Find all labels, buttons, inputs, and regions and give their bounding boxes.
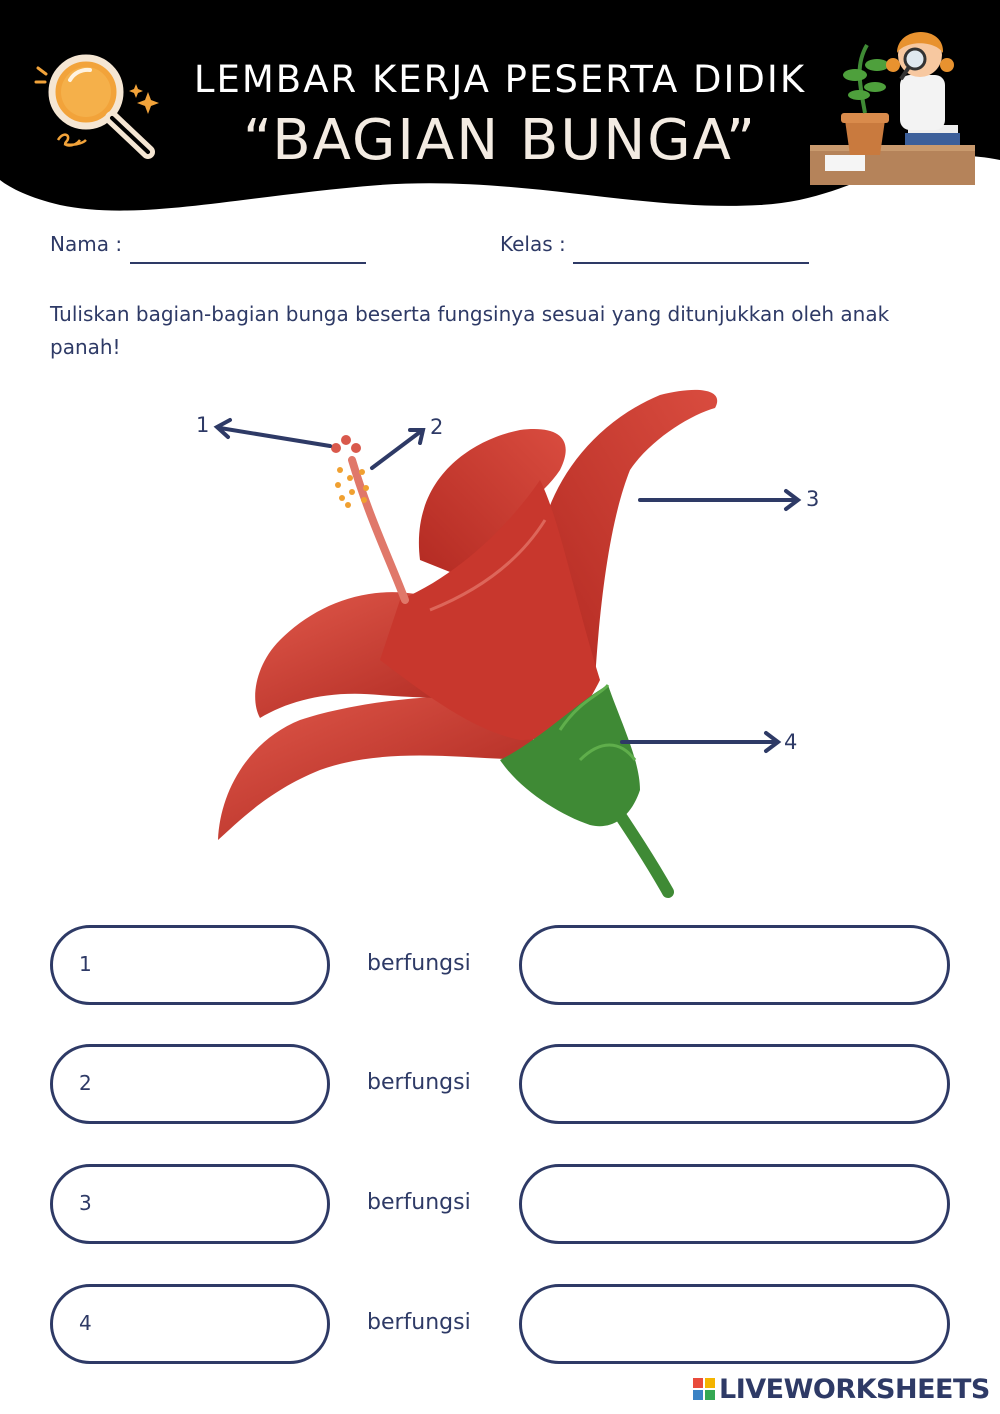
function-label: berfungsi bbox=[367, 951, 471, 976]
function-answer-field-4[interactable] bbox=[519, 1284, 950, 1364]
class-field[interactable] bbox=[573, 262, 809, 264]
instruction-text: Tuliskan bagian-bagian bunga beserta fungsinya sesuai yang ditunjukkan oleh anak panah! bbox=[50, 302, 890, 359]
function-answer-field-3[interactable] bbox=[519, 1164, 950, 1244]
row-number: 3 bbox=[79, 1191, 92, 1215]
hibiscus-flower-diagram bbox=[190, 380, 840, 900]
function-label: berfungsi bbox=[367, 1070, 471, 1095]
header-banner bbox=[0, 0, 1000, 230]
diagram-label-3: 3 bbox=[806, 487, 820, 511]
function-label: berfungsi bbox=[367, 1190, 471, 1215]
function-answer-field-1[interactable] bbox=[519, 925, 950, 1005]
worksheet-subtitle: “BAGIAN BUNGA” bbox=[242, 108, 758, 173]
part-answer-field-2[interactable] bbox=[50, 1044, 330, 1124]
row-number: 2 bbox=[79, 1071, 92, 1095]
diagram-label-1: 1 bbox=[196, 413, 210, 437]
name-field[interactable] bbox=[130, 262, 366, 264]
function-answer-field-2[interactable] bbox=[519, 1044, 950, 1124]
brand-text: LIVEWORKSHEETS bbox=[719, 1373, 990, 1405]
diagram-label-2: 2 bbox=[430, 415, 444, 439]
row-number: 1 bbox=[79, 952, 92, 976]
worksheet-title: LEMBAR KERJA PESERTA DIDIK bbox=[193, 58, 807, 101]
part-answer-field-3[interactable] bbox=[50, 1164, 330, 1244]
row-number: 4 bbox=[79, 1311, 92, 1335]
name-label: Nama : bbox=[50, 232, 123, 256]
class-label: Kelas : bbox=[500, 232, 566, 256]
part-answer-field-4[interactable] bbox=[50, 1284, 330, 1364]
part-answer-field-1[interactable] bbox=[50, 925, 330, 1005]
stamen-column bbox=[352, 460, 405, 600]
liveworksheets-logo-icon bbox=[693, 1378, 715, 1400]
stigma bbox=[331, 435, 361, 453]
function-label: berfungsi bbox=[367, 1310, 471, 1335]
liveworksheets-brand[interactable] bbox=[693, 1374, 990, 1404]
diagram-label-4: 4 bbox=[784, 730, 798, 754]
